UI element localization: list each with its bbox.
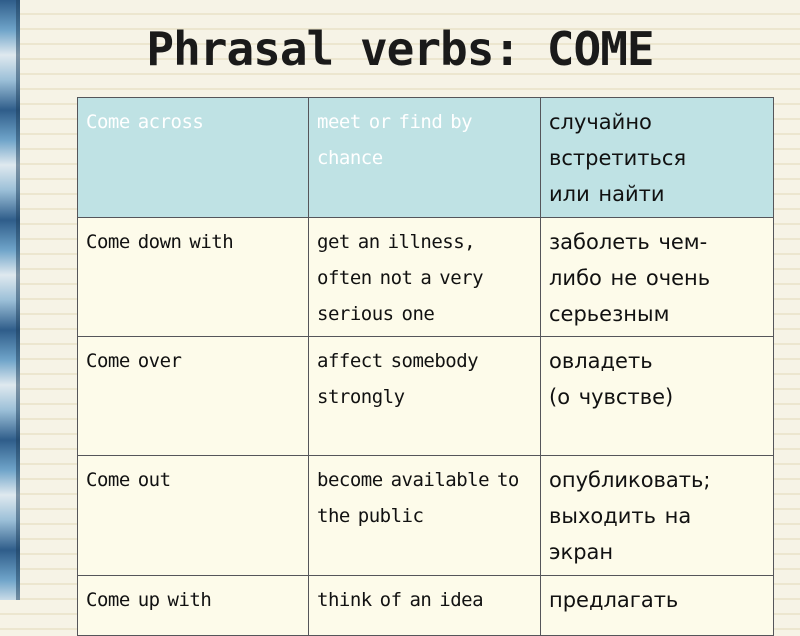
definition-cell: get an illness, often not a very serious one: [309, 218, 541, 337]
table-row: [78, 576, 774, 636]
translation-line: предлагать: [549, 588, 679, 612]
verb-cell: Come across: [78, 98, 309, 218]
table-row: [78, 98, 774, 218]
definition-cell: meet or find by chance: [309, 98, 541, 218]
translation-line: заболеть чем-: [549, 230, 708, 254]
verb-cell: Come up with: [78, 576, 309, 636]
definition-cell: affect somebody strongly: [309, 337, 541, 456]
translation-line: опубликовать;: [549, 468, 711, 492]
table-row: [78, 456, 774, 576]
verb-cell: Come down with: [78, 218, 309, 337]
translation-cell: [541, 98, 774, 218]
translation-line: выходить на: [549, 504, 692, 528]
decorative-side-strip: [0, 0, 20, 600]
table-row: [78, 337, 774, 456]
translation-line: (о чувстве): [549, 385, 674, 409]
definition-cell: think of an idea: [309, 576, 541, 636]
phrasal-verbs-table: [77, 97, 774, 636]
translation-cell: [541, 456, 774, 576]
verb-cell: Come out: [78, 456, 309, 576]
definition-cell: become available to the public: [309, 456, 541, 576]
translation-cell: [541, 337, 774, 456]
verb-cell: Come over: [78, 337, 309, 456]
translation-cell: [541, 218, 774, 337]
translation-line: случайно: [549, 110, 652, 134]
translation-line: встретиться: [549, 146, 687, 170]
translation-cell: [541, 576, 774, 636]
translation-line: либо не очень: [549, 266, 711, 290]
translation-line: или найти: [549, 182, 665, 206]
slide-title: Phrasal verbs: COME: [146, 22, 654, 76]
translation-line: экран: [549, 540, 614, 564]
table-row: [78, 218, 774, 337]
translation-line: овладеть: [549, 349, 653, 373]
translation-line: серьезным: [549, 302, 670, 326]
